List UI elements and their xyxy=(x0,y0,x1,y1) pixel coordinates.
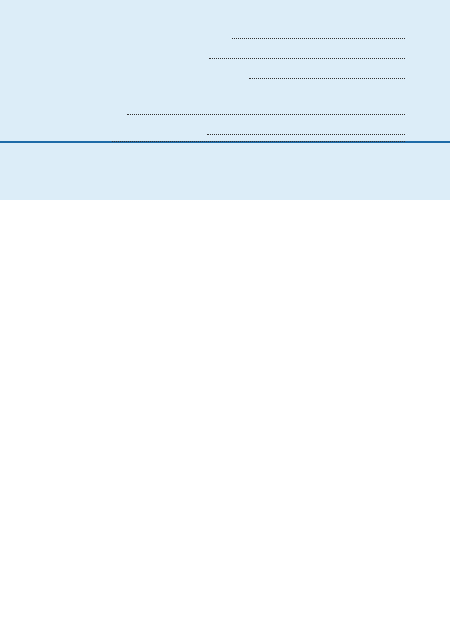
toc-leader xyxy=(249,78,405,79)
toc-leader xyxy=(127,114,405,115)
toc-leader xyxy=(207,134,405,135)
toc-leader xyxy=(112,141,405,142)
toc-leader xyxy=(209,58,405,59)
toc-leader xyxy=(232,38,405,39)
table-of-contents xyxy=(0,0,450,200)
